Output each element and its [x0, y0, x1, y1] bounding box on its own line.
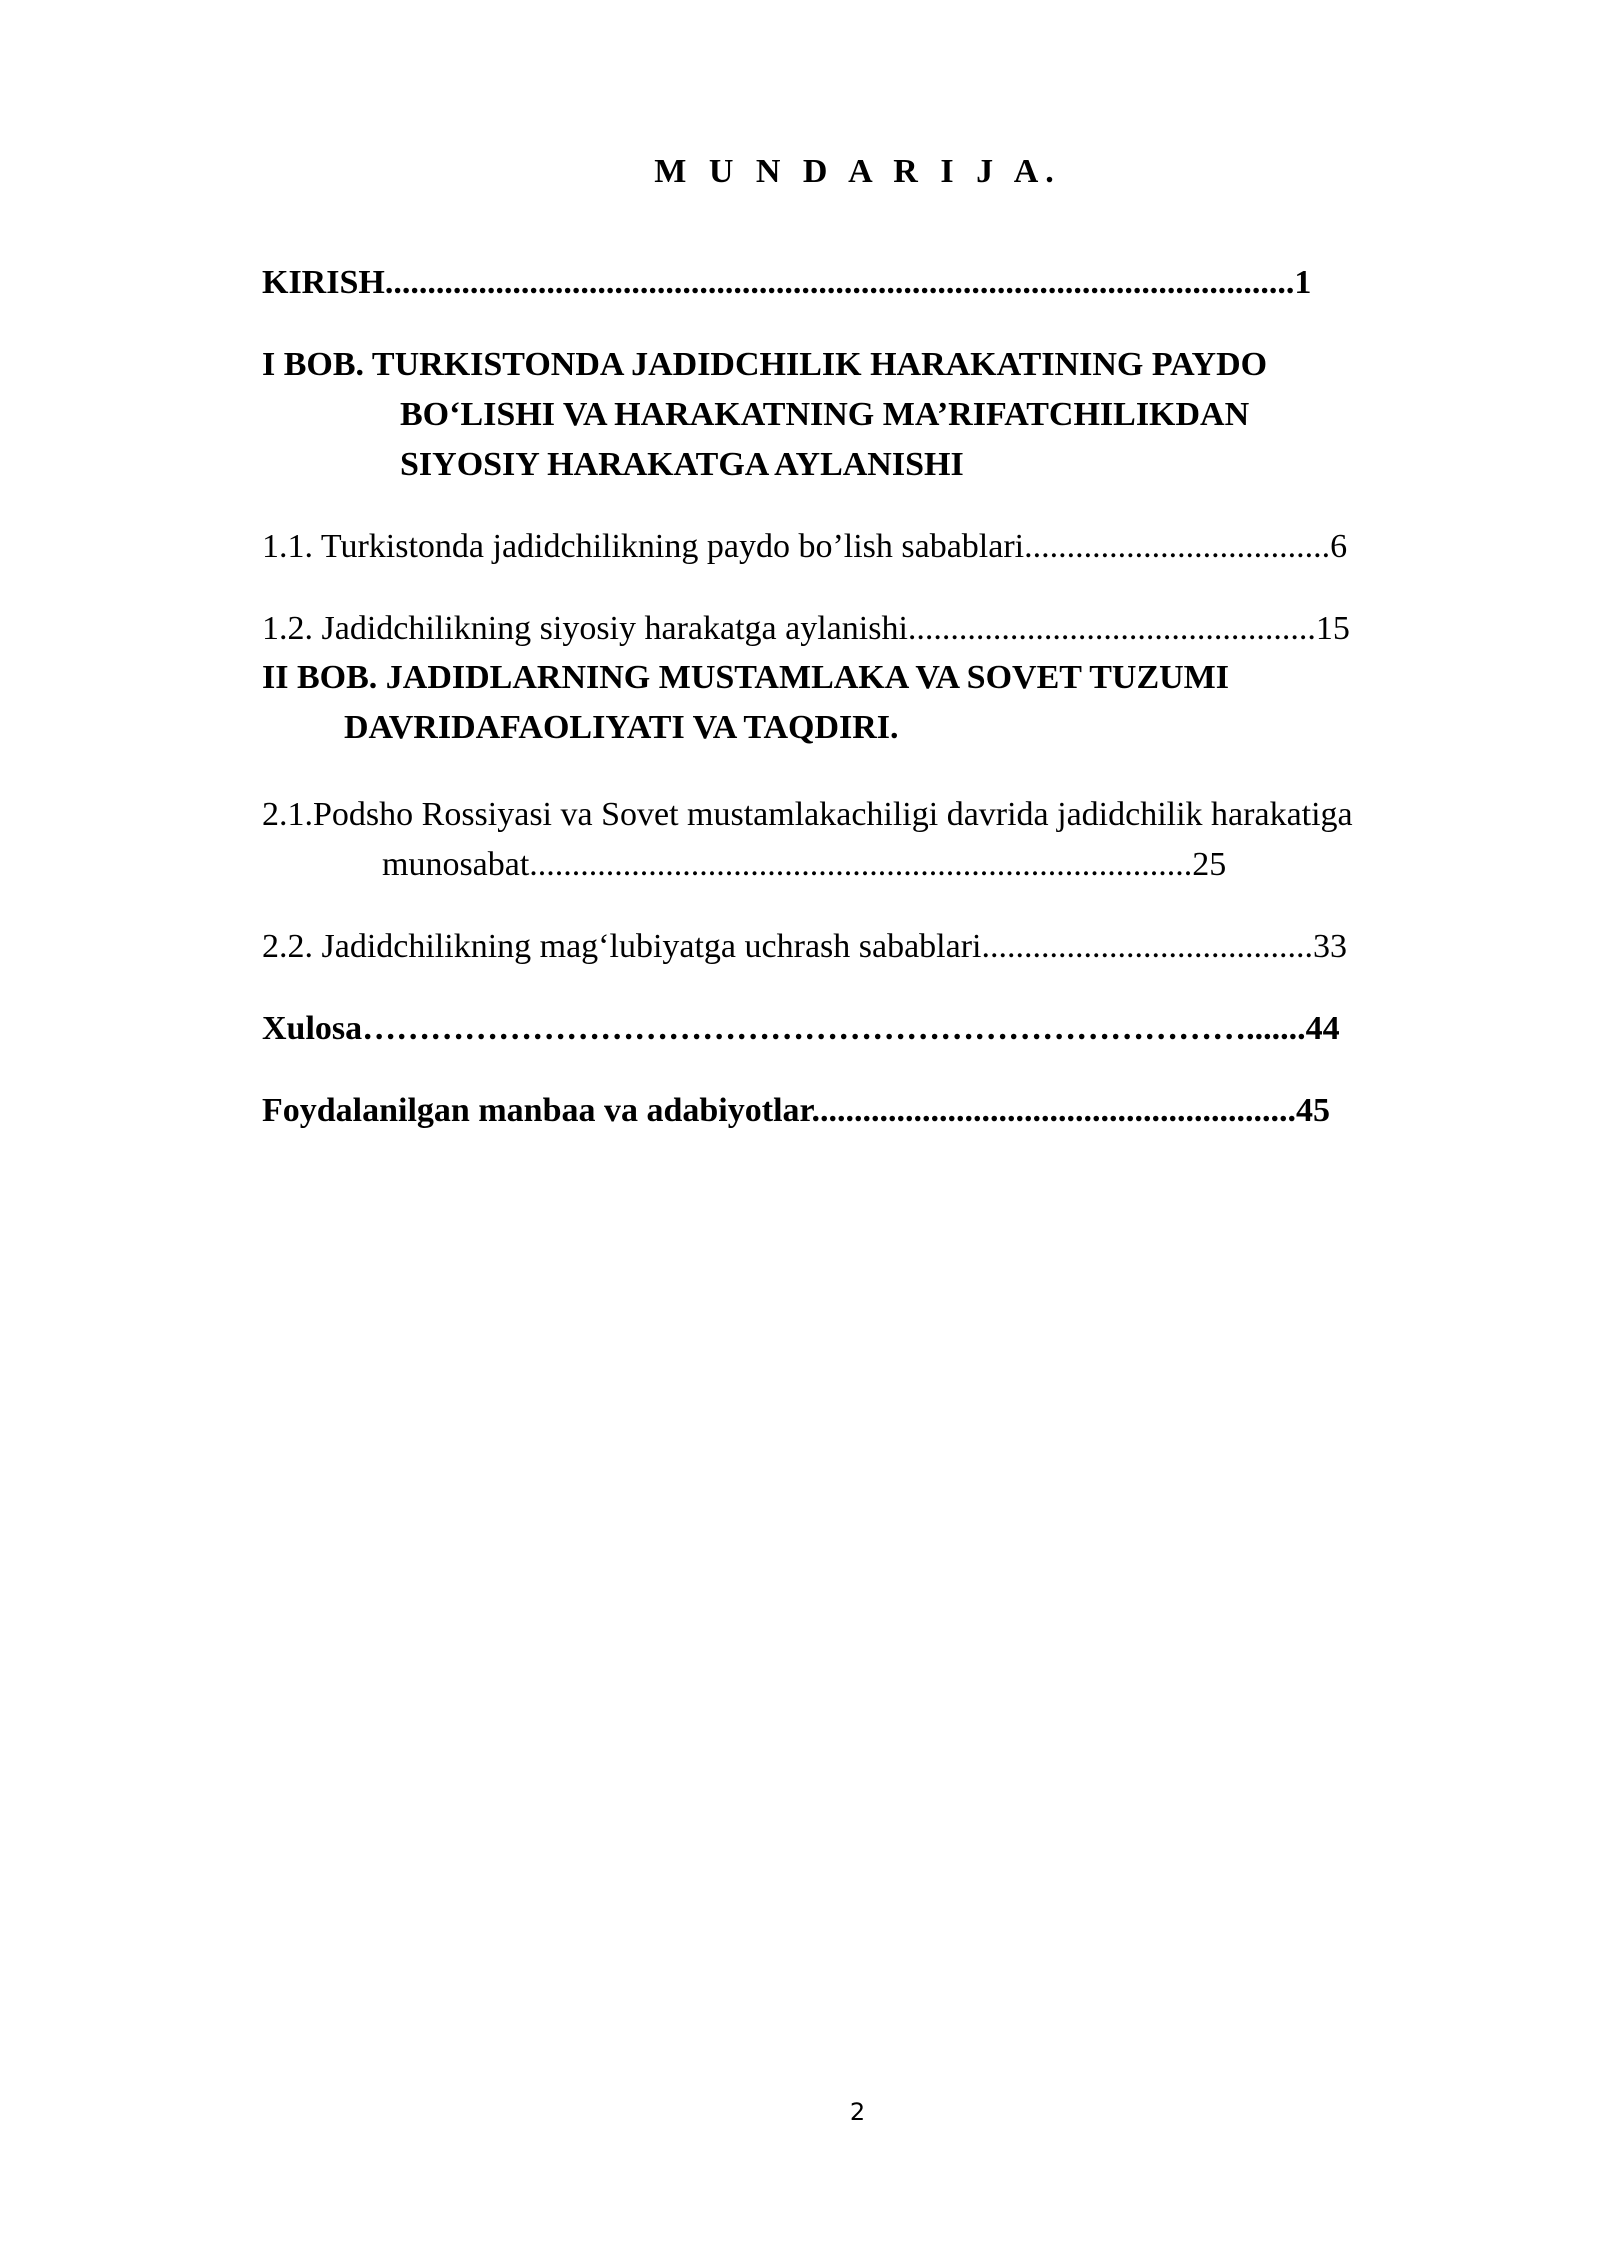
toc-entry-2-1-line2[interactable]: munosabat..............................................................................25	[382, 846, 1227, 883]
toc-chapter2-line2[interactable]: DAVRIDAFAOLIYATI VA TAQDIRI.	[344, 709, 899, 746]
toc-entry-2-2[interactable]: 2.2. Jadidchilikning mag‘lubiyatga uchrash sabablari.......................................33	[262, 928, 1347, 965]
toc-entry-1-2[interactable]: 1.2. Jadidchilikning siyosiy harakatga aylanishi................................................15	[262, 610, 1350, 647]
toc-entry-2-1-line1[interactable]: 2.1.Podsho Rossiyasi va Sovet mustamlakachiligi davrida jadidchilik harakatiga	[262, 796, 1353, 833]
toc-entry-kirish[interactable]: KIRISH...........................................................................................................1	[262, 264, 1312, 301]
toc-entry-foydalanilgan[interactable]: Foydalanilgan manbaa va adabiyotlar.........................................................45	[262, 1092, 1330, 1129]
toc-chapter1-line2[interactable]: BO‘LISHI VA HARAKATNING MA’RIFATCHILIKDAN	[400, 396, 1250, 433]
toc-chapter1-line1[interactable]: I BOB. TURKISTONDA JADIDCHILIK HARAKATINING PAYDO	[262, 346, 1268, 383]
toc-chapter1-line3[interactable]: SIYOSIY HARAKATGA AYLANISHI	[400, 446, 964, 483]
toc-chapter2-line1[interactable]: II BOB. JADIDLARNING MUSTAMLAKA VA SOVET TUZUMI	[262, 659, 1229, 696]
toc-entry-xulosa[interactable]: Xulosa…………………………………………………………………….......44	[262, 1010, 1340, 1047]
toc-title: M U N D A R I J A.	[654, 153, 1061, 190]
page-number: 2	[849, 2098, 866, 2126]
toc-entry-1-1[interactable]: 1.1. Turkistonda jadidchilikning paydo bo’lish sabablari....................................6	[262, 528, 1348, 565]
